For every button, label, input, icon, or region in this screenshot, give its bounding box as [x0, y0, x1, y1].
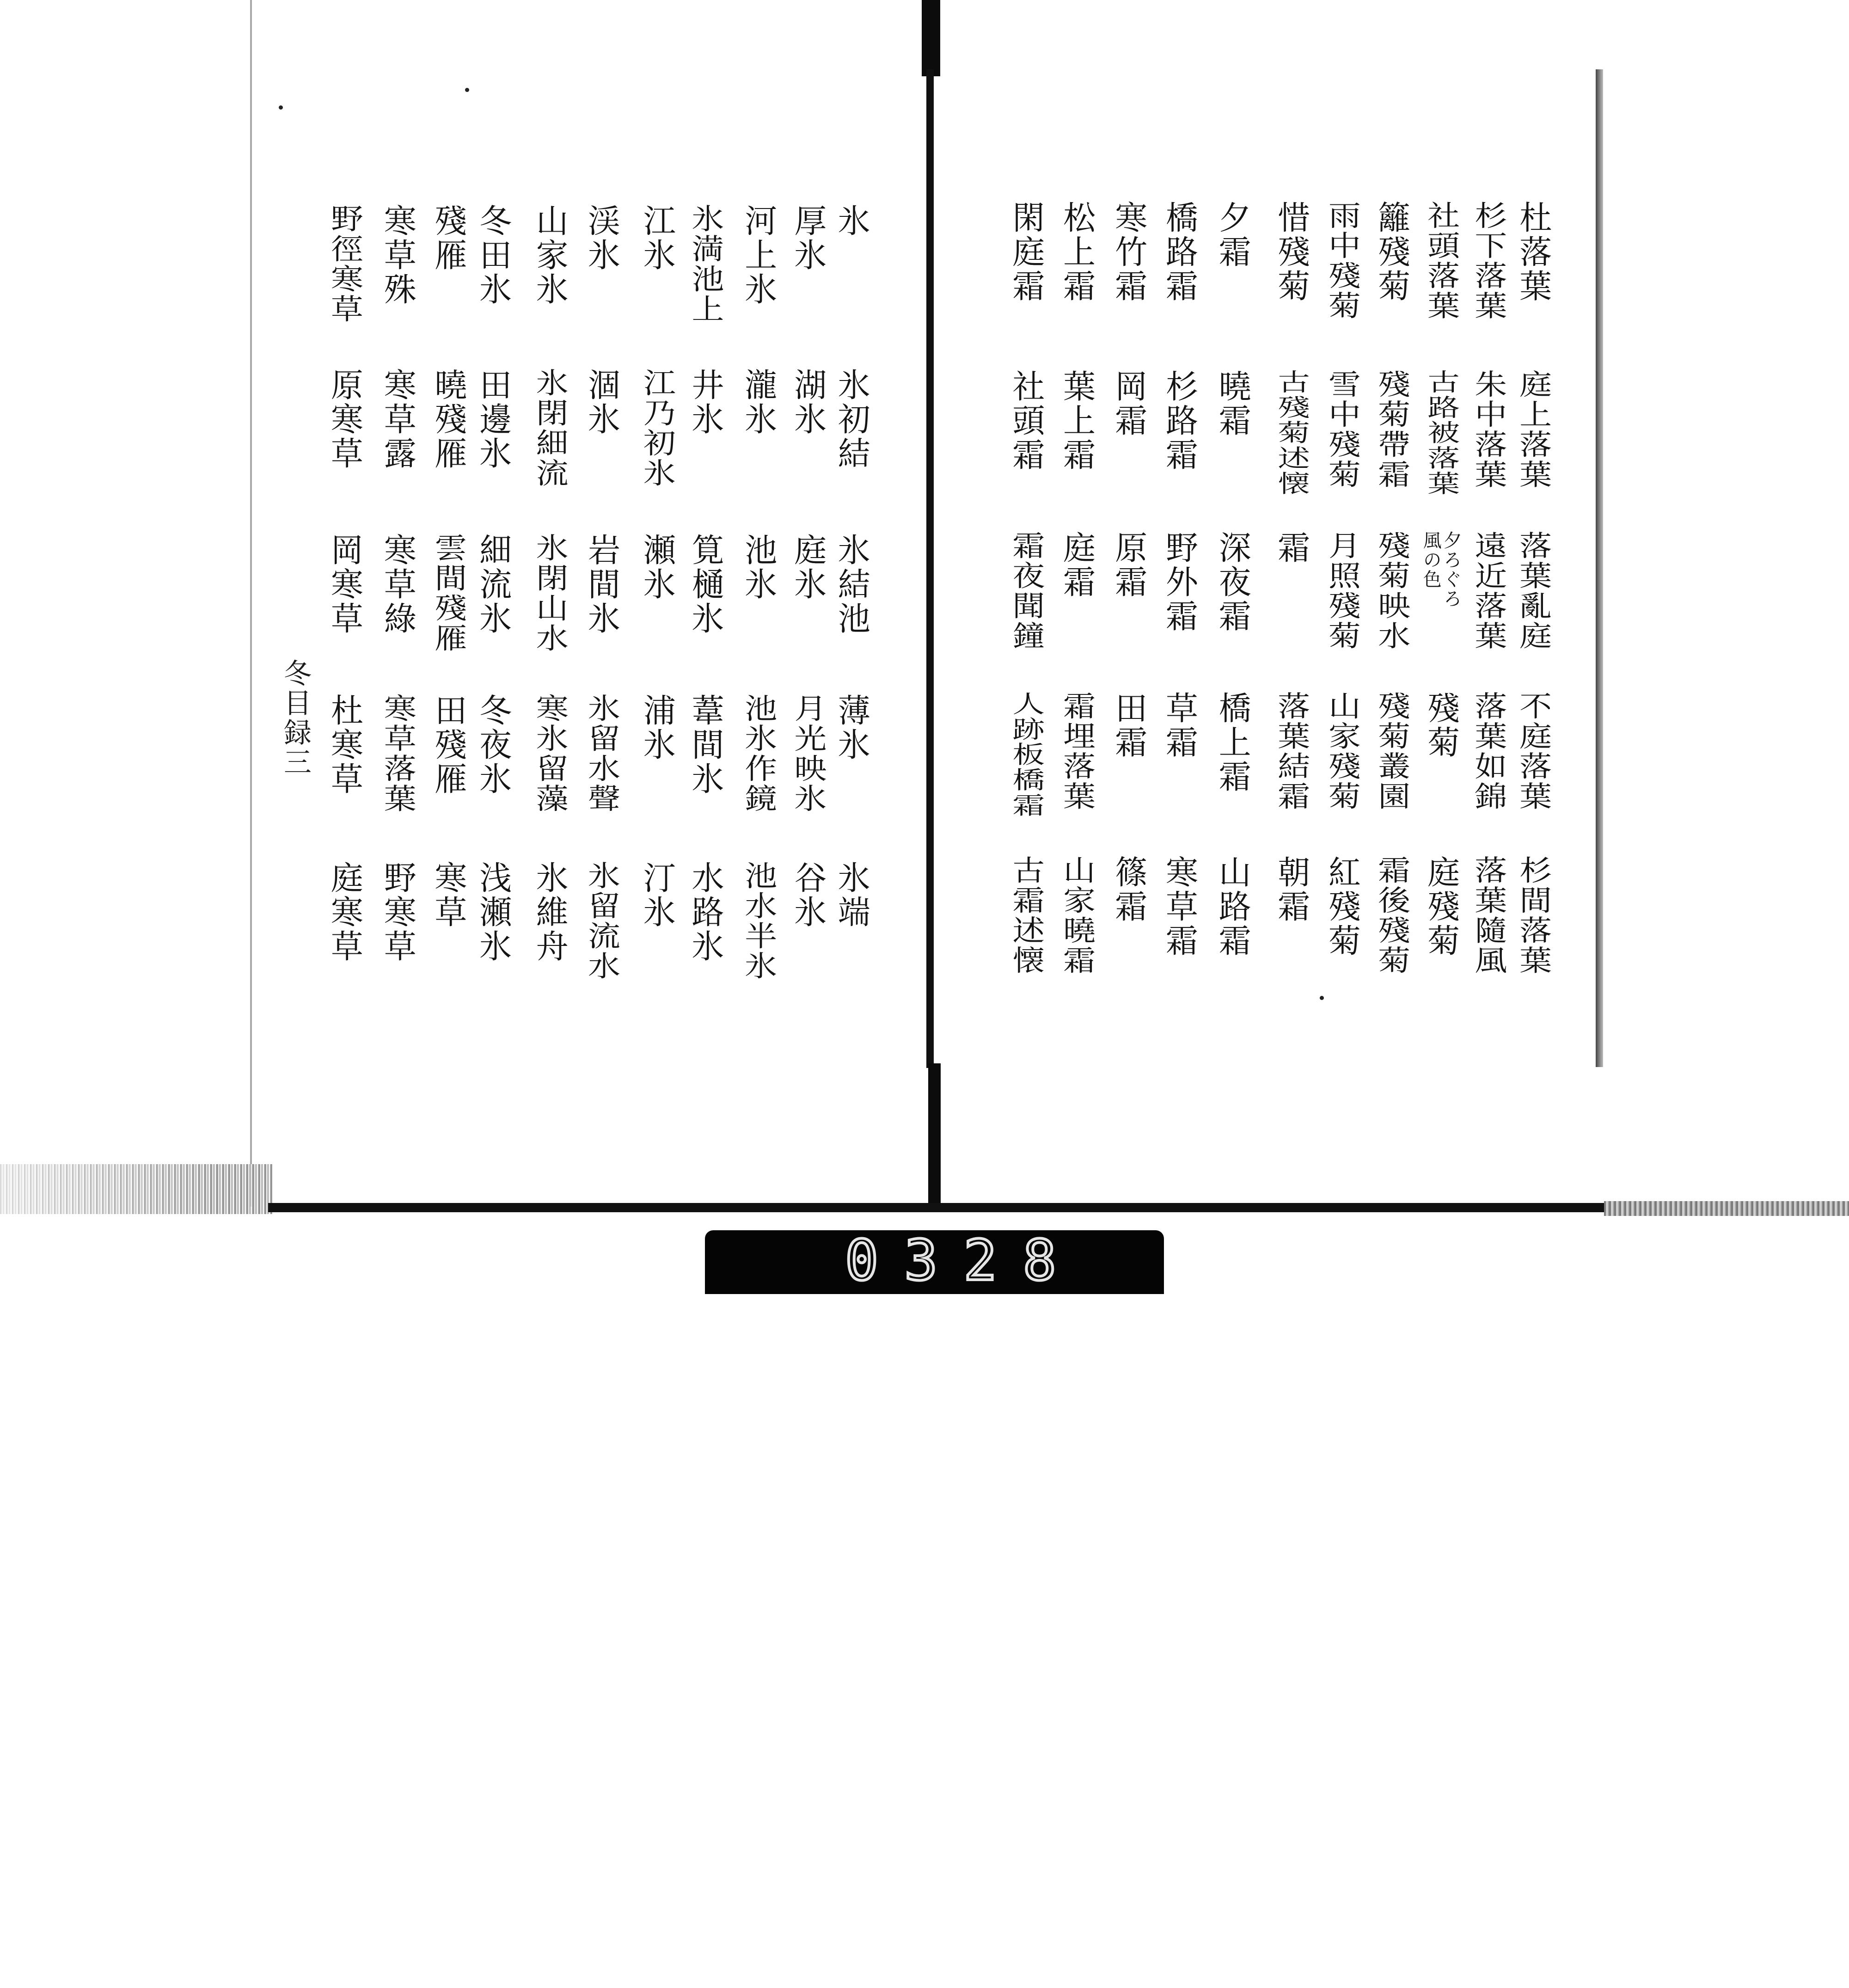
toc-entry: 池氷作鏡	[739, 693, 778, 814]
toc-entry: 薄氷	[833, 693, 871, 762]
toc-entry: 井氷	[686, 368, 724, 436]
toc-entry: 落葉如錦	[1469, 691, 1507, 811]
toc-entry: 氷閉山水	[531, 533, 569, 653]
toc-entry: 山路霜	[1213, 855, 1252, 958]
toc-entry: 雪中殘菊	[1323, 369, 1361, 490]
toc-entry: 氷初結	[833, 368, 871, 471]
scan-noise	[1604, 1201, 1849, 1216]
toc-entry: 杉路霜	[1160, 369, 1199, 472]
toc-entry: 葦間氷	[686, 693, 724, 796]
toc-entry: 橋上霜	[1213, 691, 1252, 794]
toc-entry: 霜埋落葉	[1058, 691, 1096, 811]
toc-entry: 殘菊帶霜	[1372, 369, 1411, 490]
toc-entry: 浦氷	[638, 693, 676, 762]
toc-entry: 杉間落葉	[1514, 855, 1552, 976]
toc-entry: 落葉隨風	[1469, 855, 1507, 976]
toc-entry: 社頭霜	[1007, 369, 1045, 472]
toc-entry: 田邊氷	[474, 368, 512, 471]
toc-entry: 江氷	[638, 204, 676, 273]
toc-entry: 庭寒草	[325, 861, 364, 964]
toc-entry: 谷氷	[789, 861, 827, 930]
toc-entry: 籬殘菊	[1372, 200, 1411, 303]
toc-entry: 野外霜	[1160, 531, 1199, 633]
toc-entry: 惜殘菊	[1272, 200, 1310, 303]
toc-entry: 草霜	[1160, 691, 1199, 760]
toc-entry: 閑庭霜	[1007, 200, 1045, 303]
toc-entry: 野寒草	[379, 861, 417, 964]
toc-entry: 朝霜	[1272, 855, 1310, 924]
toc-entry: 氷閉細流	[531, 368, 569, 488]
toc-entry: 古霜述懐	[1007, 855, 1045, 976]
toc-entry: 寒草落葉	[379, 693, 417, 814]
binding-gutter-top	[922, 0, 940, 76]
toc-entry: 山家殘菊	[1323, 691, 1361, 811]
toc-entry: 池水半氷	[739, 861, 778, 982]
toc-entry: 遠近落葉	[1469, 531, 1507, 651]
toc-entry: 細流氷	[474, 533, 512, 636]
toc-entry: 湖氷	[789, 368, 827, 436]
toc-entry: 野徑寒草	[325, 204, 364, 325]
toc-entry: 霜	[1272, 531, 1310, 565]
toc-entry: 氷結池	[833, 533, 871, 636]
paper-edge	[250, 0, 252, 1207]
toc-entry: 氷端	[833, 861, 871, 930]
toc-entry: 庭殘菊	[1422, 855, 1460, 958]
toc-entry: 寒氷留藻	[531, 693, 569, 814]
toc-entry: 月光映氷	[789, 693, 827, 814]
toc-entry: 殘雁	[429, 204, 467, 273]
toc-entry: 落葉亂庭	[1514, 531, 1552, 651]
page-label: 冬目録三	[279, 659, 312, 777]
toc-entry: 河上氷	[739, 204, 778, 307]
toc-entry: 寒草露	[379, 368, 417, 471]
toc-entry: 氷留流水	[582, 861, 621, 982]
toc-entry: 庭上落葉	[1514, 369, 1552, 490]
toc-entry: 夕霜	[1213, 200, 1252, 269]
toc-entry: 筧樋氷	[686, 533, 724, 636]
toc-entry: 瀬氷	[638, 533, 676, 602]
toc-entry: 冬田氷	[474, 204, 512, 307]
toc-entry: 葉上霜	[1058, 369, 1096, 472]
toc-entry: 朱中落葉	[1469, 369, 1507, 490]
toc-entry: 江乃初氷	[638, 368, 676, 488]
toc-entry: 杉下落葉	[1469, 200, 1507, 321]
toc-entry: 人跡板橋霜	[1007, 691, 1045, 818]
toc-entry: 山家曉霜	[1058, 855, 1096, 976]
toc-entry: 篠霜	[1109, 855, 1148, 924]
left-page	[0, 0, 663, 993]
scan-speck	[279, 105, 283, 110]
toc-entry: 古路被落葉	[1422, 369, 1460, 497]
toc-entry: 寒草殊	[379, 204, 417, 307]
toc-entry: 曉殘雁	[429, 368, 467, 471]
toc-entry: 寒草	[429, 861, 467, 930]
toc-entry: 落葉結霜	[1272, 691, 1310, 811]
toc-entry: 岡霜	[1109, 369, 1148, 438]
toc-entry: 涸氷	[582, 368, 621, 436]
toc-entry: 寒草綠	[379, 533, 417, 636]
scan-speck	[1320, 996, 1324, 1000]
toc-entry: 岡寒草	[325, 533, 364, 636]
toc-entry: 岩間氷	[582, 533, 621, 636]
toc-entry: 深夜霜	[1213, 531, 1252, 633]
binding-gutter	[926, 69, 934, 1068]
right-page	[0, 993, 668, 1988]
toc-entry: 寒草霜	[1160, 855, 1199, 958]
toc-entry: 杜寒草	[325, 693, 364, 796]
toc-entry: 社頭落葉	[1422, 200, 1460, 321]
toc-entry: 古殘菊述懐	[1272, 369, 1310, 497]
toc-entry: 夕ろぐろ 風の色	[1420, 531, 1462, 608]
toc-entry: 雲間殘雁	[429, 533, 467, 653]
binding-gutter-bottom	[928, 1063, 941, 1209]
scan-noise	[0, 1164, 273, 1214]
toc-entry: 浅瀬氷	[474, 861, 512, 964]
toc-entry: 曉霜	[1213, 369, 1252, 438]
toc-entry: 霜夜聞鐘	[1007, 531, 1045, 651]
toc-entry: 冬夜氷	[474, 693, 512, 796]
toc-entry: 厚氷	[789, 204, 827, 273]
toc-entry: 殘菊映水	[1372, 531, 1411, 651]
scan-speck	[465, 88, 469, 92]
toc-entry: 氷満池上	[686, 204, 724, 325]
toc-entry: 殘菊叢園	[1372, 691, 1411, 811]
toc-entry: 不庭落葉	[1514, 691, 1552, 811]
toc-entry: 氷留水聲	[582, 693, 621, 814]
toc-entry: 渓氷	[582, 204, 621, 273]
toc-entry: 氷	[833, 204, 871, 239]
toc-entry: 瀧氷	[739, 368, 778, 436]
toc-entry: 寒竹霜	[1109, 200, 1148, 303]
toc-entry: 原霜	[1109, 531, 1148, 599]
toc-entry: 霜後殘菊	[1372, 855, 1411, 976]
toc-entry: 月照殘菊	[1323, 531, 1361, 651]
toc-entry: 山家氷	[531, 204, 569, 307]
toc-entry: 原寒草	[325, 368, 364, 471]
toc-entry: 雨中殘菊	[1323, 200, 1361, 321]
toc-entry: 杜落葉	[1514, 200, 1552, 303]
toc-entry: 庭霜	[1058, 531, 1096, 599]
toc-entry: 殘菊	[1422, 691, 1460, 760]
toc-entry: 田殘雁	[429, 693, 467, 796]
toc-entry: 松上霜	[1058, 200, 1096, 303]
scan-baseline	[268, 1203, 1604, 1212]
page-stack-edge	[1596, 69, 1603, 1067]
toc-entry: 紅殘菊	[1323, 855, 1361, 958]
toc-entry: 汀氷	[638, 861, 676, 930]
toc-entry: 水路氷	[686, 861, 724, 964]
toc-entry: 池氷	[739, 533, 778, 602]
toc-entry: 氷維舟	[531, 861, 569, 964]
toc-entry: 田霜	[1109, 691, 1148, 760]
toc-entry: 庭氷	[789, 533, 827, 602]
frame-counter: 0328	[845, 1229, 1082, 1293]
toc-entry: 橋路霜	[1160, 200, 1199, 303]
